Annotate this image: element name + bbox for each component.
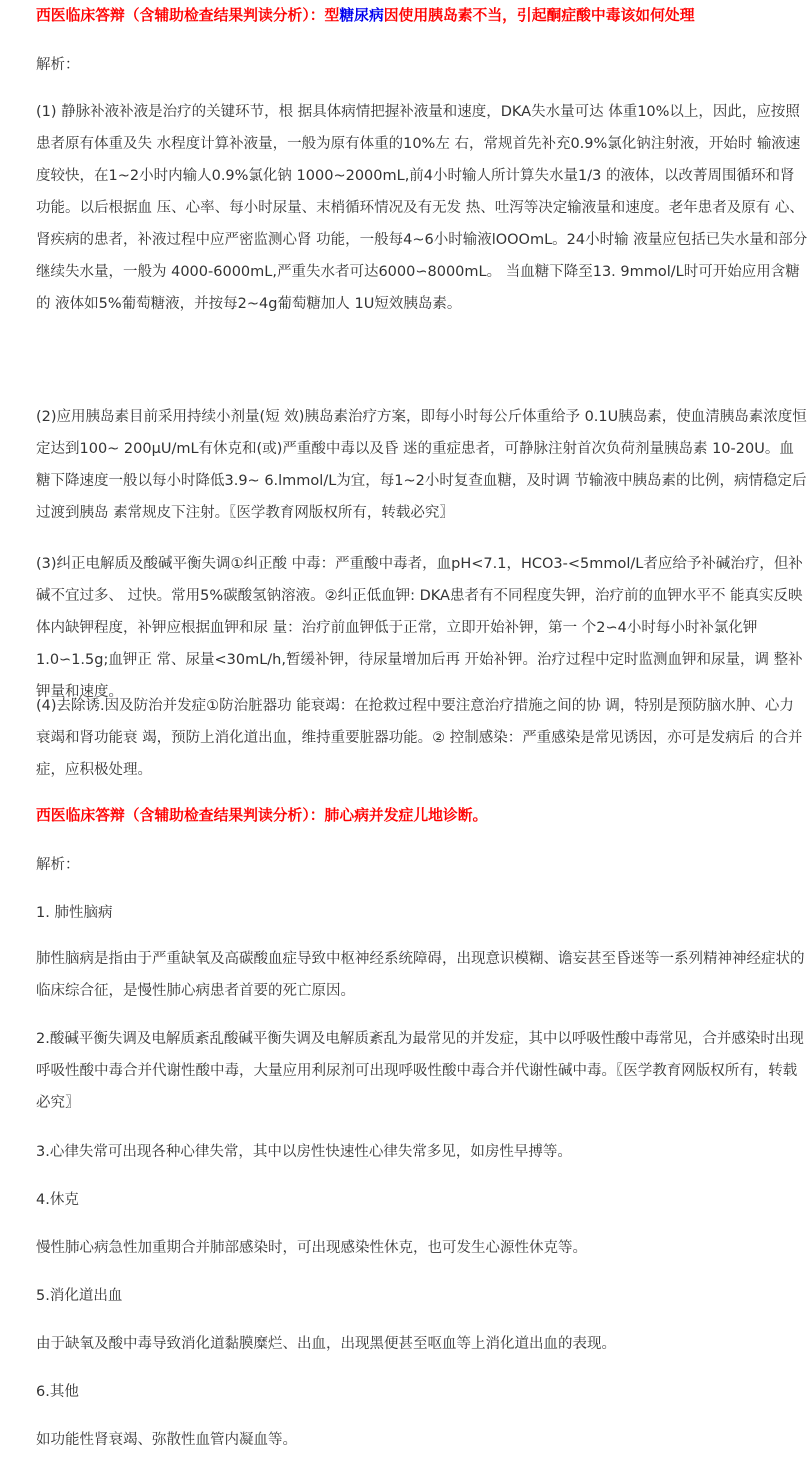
section1-title: [36, 6, 786, 26]
section1-paragraph-2: (2)应用胰岛素目前采用持续小剂量(短 效)胰岛素治疗方案，即每小时每公斤体重给予 0.1U胰岛素，使血清胰岛素浓度恒定达到100~ 200μU/mL有休克和(或)严重酸中毒以及昏 迷的重症患者，可静脉注射首次负荷剂量胰岛素 10-20U。血糖下降速度一般以每小时降低3.9~ 6.lmmol/L为宜，每1~2小时复查血糖，及时调 节输液中胰岛素的比例，病情稳定后过渡到胰岛 素常规皮下注射。〖医学教育网版权所有，转载必究〗: [36, 409, 807, 521]
section2-item-5: 4.休克: [36, 1192, 79, 1208]
section1-paragraph-3: (3)纠正电解质及酸碱平衡失调①纠正酸 中毒：严重酸中毒者，血pH<7.1，HCO3-<5mmol/L者应给予补碱治疗，但补碱不宜过多、 过快。常用5%碳酸氢钠溶液。②纠正低血钾: DKA患者有不同程度失钾，治疗前的血钾水平不 能真实反映体内缺钾程度，补钾应根据血钾和尿 量：治疗前血钾低于正常，立即开始补钾，第一 个2∽4小时每小时补氯化钾1.0∽1.5g;血钾正 常、尿量<30mL/h,暂缓补钾，待尿量增加后再 开始补钾。治疗过程中定时监测血钾和尿量，调 整补钾量和速度。: [36, 556, 803, 700]
diabetes-keyword-link[interactable]: 糖尿病: [339, 7, 384, 24]
section1-paragraph-4: (4)去除诱.因及防治并发症①防治脏器功 能衰竭：在抢救过程中要注意治疗措施之间的协 调，特别是预防脑水肿、心力衰竭和肾功能衰 竭，预防上消化道出血，维持重要脏器功能。② 控制感染：严重感染是常见诱因，亦可是发病后 的合并症，应积极处理。: [36, 698, 803, 778]
section2-item-10: 如功能性肾衰竭、弥散性血管内凝血等。: [36, 1432, 297, 1448]
section2-item-9: 6.其他: [36, 1384, 79, 1400]
section2-item-4: 3.心律失常可出现各种心律失常，其中以房性快速性心律失常多见，如房性早搏等。: [36, 1144, 572, 1160]
section2-title: 西医临床答辩（含辅助检查结果判读分析）：肺心病并发症儿地诊断。: [36, 807, 488, 824]
section2-item-7: 5.消化道出血: [36, 1288, 123, 1304]
section2-item-1: 1. 肺性脑病: [36, 905, 113, 921]
section2-item-3: 2.酸碱平衡失调及电解质紊乱酸碱平衡失调及电解质紊乱为最常见的并发症，其中以呼吸性酸中毒常见，合并感染时出现呼吸性酸中毒合并代谢性酸中毒，大量应用利尿剂可出现呼吸性酸中毒合并代谢性碱中毒。〖医学教育网版权所有，转载必究〗: [36, 1031, 804, 1111]
section1-title-prefix: 西医临床答辩（含辅助检查结果判读分析）：型: [36, 7, 340, 24]
section1-analysis-label: 解析：: [36, 57, 80, 73]
section1-paragraph-1: (1) 静脉补液补液是治疗的关键环节，根 据具体病情把握补液量和速度，DKA失水量可达 体重10%以上，因此，应按照患者原有体重及失 水程度计算补液量，一般为原有体重的10%左 右，常规首先补充0.9%氯化钠注射液，开始时 输液速度较快，在1~2小时内输人0.9%氯化钠 1000~2000mL,前4小时输人所计算失水量1/3 的液体，以改菁周围循环和肾功能。以后根据血 压、心率、每小时尿量、末梢循环情况及有无发 热、吐泻等决定输液量和速度。老年患者及原有 心、肾疾病的患者，补液过程中应严密监测心肾 功能，一般每4~6小时输液lOOOmL。24小时输 液量应包括已失水量和部分继续失水量，一般为 4000-6000mL,严重失水者可达6000∽8000mL。 当血糖下降至13. 9mmol/L时可开始应用含糖的 液体如5%葡萄糖液，并按每2~4g葡萄糖加人 1U短效胰岛素。: [36, 104, 808, 312]
section2-item-6: 慢性肺心病急性加重期合并肺部感染时，可出现感染性休克，也可发生心源性休克等。: [36, 1240, 587, 1256]
section2-item-2: 肺性脑病是指由于严重缺氧及高碳酸血症导致中枢神经系统障碍，出现意识模糊、谵妄甚至昏迷等一系列精神神经症状的临床综合征，是慢性肺心病患者首要的死亡原因。: [36, 951, 805, 999]
section2-item-8: 由于缺氧及酸中毒导致消化道黏膜糜烂、出血，出现黑便甚至呕血等上消化道出血的表现。: [36, 1336, 616, 1352]
section1-title-suffix: 因使用胰岛素不当，引起酮症酸中毒该如何处理: [383, 7, 695, 24]
section2-analysis-label: 解析：: [36, 857, 80, 873]
